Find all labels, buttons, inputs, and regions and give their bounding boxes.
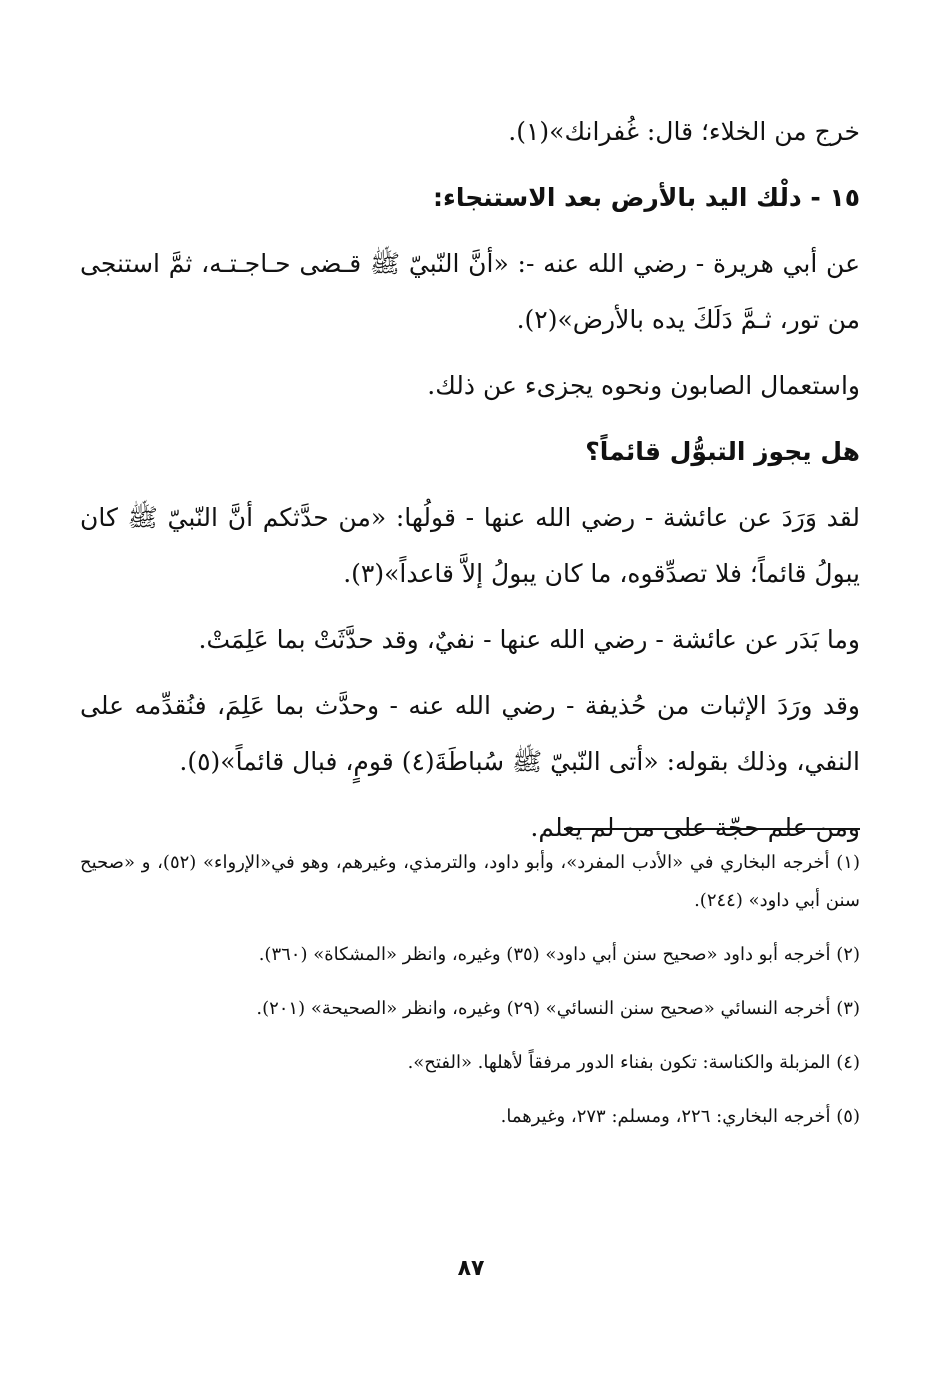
paragraph-continuation: خرج من الخلاء؛ قال: غُفرانك»(١). xyxy=(508,117,860,146)
footnote-1: (١) أخرجه البخاري في «الأدب المفرد»، وأبو داود، والترمذي، وغيرهم، وهو في«الإرواء» (٥٢)، و «صحيح سنن أبي داود» (٢٤٤). xyxy=(80,852,860,911)
footnote-divider xyxy=(564,828,860,830)
footnote-5: (٥) أخرجه البخاري: ٢٢٦، ومسلم: ٢٧٣، وغيرهما. xyxy=(500,1106,860,1127)
footnotes xyxy=(80,844,860,1152)
footnote-4: (٤) المزبلة والكناسة: تكون بفناء الدور مرفقاً لأهلها. «الفتح». xyxy=(407,1052,860,1073)
footnote-3: (٣) أخرجه النسائي «صحيح سنن النسائي» (٢٩) وغيره، وانظر «الصحيحة» (٢٠١). xyxy=(256,998,860,1019)
paragraph-hudhayfa: وقد ورَدَ الإثبات من حُذيفة - رضي الله عنه - وحدَّث بما عَلِمَ، فنُقدِّمه على النفي، وذلك بقوله: «أتى النّبيّ ﷺ سُباطَةَ(٤) قومٍ، فبال قائماً»(٥). xyxy=(80,691,860,776)
paragraph-soap: واستعمال الصابون ونحوه يجزىء عن ذلك. xyxy=(427,371,860,400)
footnote-2: (٢) أخرجه أبو داود «صحيح سنن أبي داود» (٣٥) وغيره، وانظر «المشكاة» (٣٦٠). xyxy=(258,944,860,965)
paragraph-aisha: لقد وَرَدَ عن عائشة - رضي الله عنها - قولُها: «من حدَّثكم أنَّ النّبيّ ﷺ كان يبولُ قائماً؛ فلا تصدِّقوه، ما كان يبولُ إلاَّ قاعداً»(٣). xyxy=(80,503,860,588)
section-heading-standing: هل يجوز التبوُّل قائماً؟ xyxy=(585,437,860,466)
paragraph-negation: وما بَدَر عن عائشة - رضي الله عنها - نفيٌ، وقد حدَّثَتْ بما عَلِمَتْ. xyxy=(198,625,860,654)
paragraph-conclusion: ومن علم حجّة على من لم يعلم. xyxy=(530,813,860,842)
main-text xyxy=(80,104,860,866)
paragraph-hadith-abu-hurayra: عن أبي هريرة - رضي الله عنه -: «أنَّ النّبيّ ﷺ قـضى حـاجـتـه، ثمَّ استنجى من تور، ثـمَّ دَلَكَ يده بالأرض»(٢). xyxy=(80,249,860,334)
page-number: ٨٧ xyxy=(457,1256,485,1281)
section-heading-15: ١٥ - دلْك اليد بالأرض بعد الاستنجاء: xyxy=(433,183,860,212)
